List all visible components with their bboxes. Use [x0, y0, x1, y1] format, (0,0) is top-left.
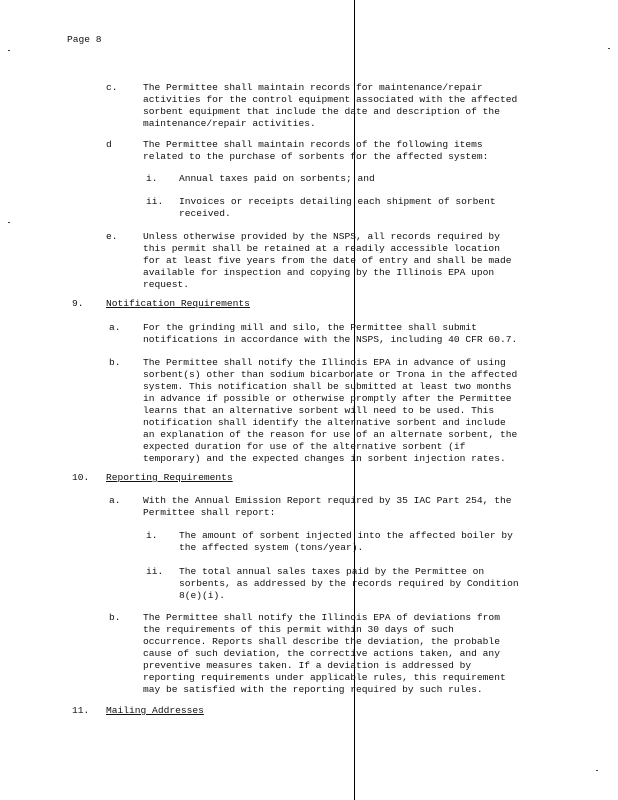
item-10a-ii-line: 8(e)(i). — [179, 590, 226, 601]
item-e-letter: e. — [106, 231, 118, 242]
item-10a-ii-line: sorbents, as addressed by the records required by Condition — [179, 578, 519, 589]
item-10b-line: occurrence. Reports shall describe the deviation, the probable — [143, 636, 500, 647]
item-9b-line: an explanation of the reason for use of an alternate sorbent, the — [143, 429, 518, 440]
item-10b-line: The Permittee shall notify the Illinois EPA of deviations from — [143, 612, 500, 623]
item-9a-line: notifications in accordance with the NSPS, including 40 CFR 60.7. — [143, 334, 518, 345]
item-d-i-line: Annual taxes paid on sorbents; and — [179, 173, 375, 184]
item-9b-line: temporary) and the expected changes in sorbent injection rates. — [143, 453, 506, 464]
item-9a-letter: a. — [109, 322, 121, 333]
item-c-line: sorbent equipment that include the date and description of the — [143, 106, 500, 117]
item-e-line: request. — [143, 279, 190, 290]
item-10b-letter: b. — [109, 612, 121, 623]
item-10a-line: Permittee shall report: — [143, 507, 276, 518]
page-label: Page 8 — [67, 34, 102, 45]
item-9a-line: For the grinding mill and silo, the Permittee shall submit — [143, 322, 477, 333]
item-d-line: related to the purchase of sorbents for the affected system: — [143, 151, 489, 162]
section-10-number: 10. — [72, 472, 90, 483]
item-9b-line: The Permittee shall notify the Illinois EPA in advance of using — [143, 357, 506, 368]
item-d-ii-line: Invoices or receipts detailing each shipment of sorbent — [179, 196, 496, 207]
item-10a-line: With the Annual Emission Report required by 35 IAC Part 254, the — [143, 495, 512, 506]
section-11-heading: Mailing Addresses — [106, 705, 204, 716]
item-10b-line: reporting requirements under applicable rules, this requirement — [143, 672, 506, 683]
item-9b-line: expected duration for use of the alternative sorbent (if — [143, 441, 466, 452]
item-10b-line: preventive measures taken. If a deviation is addressed by — [143, 660, 472, 671]
item-c-line: activities for the control equipment associated with the affected — [143, 94, 518, 105]
item-10a-ii-line: The total annual sales taxes paid by the Permittee on — [179, 566, 485, 577]
item-10a-letter: a. — [109, 495, 121, 506]
item-9b-line: in advance if possible or otherwise promptly after the Permittee — [143, 393, 512, 404]
section-10-heading: Reporting Requirements — [106, 472, 233, 483]
item-c-line: maintenance/repair activities. — [143, 118, 316, 129]
section-9-number: 9. — [72, 298, 84, 309]
item-9b-line: sorbent(s) other than sodium bicarbonate or Trona in the affected — [143, 369, 518, 380]
item-10b-line: the requirements of this permit within 30 days of such — [143, 624, 454, 635]
item-9b-line: system. This notification shall be submitted at least two months — [143, 381, 512, 392]
section-9-heading: Notification Requirements — [106, 298, 250, 309]
item-c-line: The Permittee shall maintain records for maintenance/repair — [143, 82, 483, 93]
item-e-line: for at least five years from the date of entry and shall be made — [143, 255, 512, 266]
section-11-number: 11. — [72, 705, 90, 716]
item-d-ii-label: ii. — [146, 196, 164, 207]
item-d-line: The Permittee shall maintain records of the following items — [143, 139, 483, 150]
item-9b-letter: b. — [109, 357, 121, 368]
item-c-letter: c. — [106, 82, 118, 93]
item-10a-i-line: The amount of sorbent injected into the affected boiler by — [179, 530, 513, 541]
item-d-letter: d — [106, 139, 112, 150]
item-e-line: available for inspection and copying by the Illinois EPA upon — [143, 267, 495, 278]
item-10b-line: cause of such deviation, the corrective actions taken, and any — [143, 648, 500, 659]
item-10a-i-line: the affected system (tons/year). — [179, 542, 364, 553]
item-10a-ii-label: ii. — [146, 566, 164, 577]
scan-speck — [8, 222, 10, 223]
item-10a-i-label: i. — [146, 530, 158, 541]
item-d-ii-line: received. — [179, 208, 231, 219]
item-9b-line: learns that an alternative sorbent will need to be used. This — [143, 405, 495, 416]
scan-speck — [8, 50, 10, 51]
item-e-line: Unless otherwise provided by the NSPS, all records required by — [143, 231, 500, 242]
scan-speck — [608, 48, 610, 49]
scan-speck — [596, 770, 598, 771]
item-10b-line: may be satisfied with the reporting required by such rules. — [143, 684, 483, 695]
item-e-line: this permit shall be retained at a readily accessible location — [143, 243, 500, 254]
item-9b-line: notification shall identify the alternative sorbent and include — [143, 417, 506, 428]
item-d-i-label: i. — [146, 173, 158, 184]
